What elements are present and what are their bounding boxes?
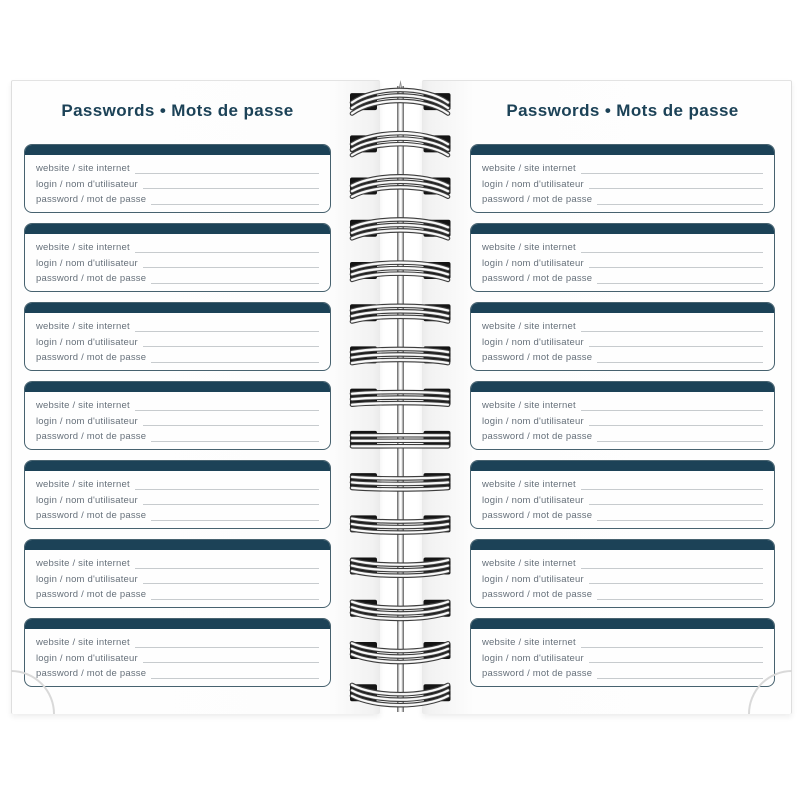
- field-label-password: password / mot de passe: [482, 194, 593, 205]
- field-row-login: [482, 493, 763, 509]
- field-write-line: [581, 252, 763, 253]
- field-rows: [471, 471, 774, 524]
- field-row-password: [482, 271, 763, 287]
- password-entry-block: [24, 539, 331, 608]
- block-header-bar: [471, 145, 774, 155]
- password-entry-block: [470, 302, 775, 371]
- password-entry-block: [24, 144, 331, 213]
- block-header-bar: [25, 224, 330, 234]
- field-label-login: login / nom d'utilisateur: [36, 336, 138, 348]
- block-header-bar: [25, 461, 330, 471]
- field-label-login: login / nom d'utilisateur: [36, 573, 138, 585]
- field-write-line: [135, 568, 319, 569]
- field-label-website: website / site internet: [482, 637, 576, 648]
- field-label-website: website / site internet: [36, 242, 130, 253]
- field-write-line: [597, 520, 763, 521]
- field-write-line: [581, 173, 763, 174]
- field-row-website: [482, 161, 763, 177]
- field-write-line: [135, 410, 319, 411]
- field-row-website: [36, 319, 319, 335]
- field-row-password: [482, 429, 763, 445]
- field-rows: [471, 155, 774, 208]
- field-label-password: password / mot de passe: [36, 273, 147, 284]
- field-label-login: login / nom d'utilisateur: [36, 494, 138, 506]
- field-write-line: [143, 188, 319, 189]
- field-row-password: [36, 587, 319, 603]
- field-rows: [25, 629, 330, 682]
- field-label-login: login / nom d'utilisateur: [482, 494, 584, 506]
- field-label-login: login / nom d'utilisateur: [482, 257, 584, 269]
- field-write-line: [589, 267, 763, 268]
- field-write-line: [143, 504, 319, 505]
- password-block-list: [24, 144, 331, 697]
- field-rows: [25, 155, 330, 208]
- field-label-login: login / nom d'utilisateur: [482, 415, 584, 427]
- field-label-password: password / mot de passe: [482, 352, 593, 363]
- field-write-line: [589, 662, 763, 663]
- field-row-password: [36, 192, 319, 208]
- page-title: Passwords • Mots de passe: [506, 101, 739, 120]
- field-row-login: [482, 335, 763, 351]
- block-header-bar: [471, 382, 774, 392]
- password-entry-block: [470, 460, 775, 529]
- field-label-password: password / mot de passe: [482, 668, 593, 679]
- field-rows: [25, 550, 330, 603]
- password-entry-block: [470, 223, 775, 292]
- field-label-password: password / mot de passe: [482, 431, 593, 442]
- field-write-line: [143, 425, 319, 426]
- field-row-website: [36, 635, 319, 651]
- field-write-line: [143, 662, 319, 663]
- field-row-login: [36, 572, 319, 588]
- field-row-website: [482, 319, 763, 335]
- field-row-password: [482, 508, 763, 524]
- field-write-line: [597, 204, 763, 205]
- field-write-line: [151, 362, 319, 363]
- field-row-password: [36, 508, 319, 524]
- field-write-line: [589, 188, 763, 189]
- field-rows: [25, 392, 330, 445]
- field-label-login: login / nom d'utilisateur: [36, 178, 138, 190]
- field-rows: [471, 313, 774, 366]
- block-header-bar: [25, 303, 330, 313]
- field-label-login: login / nom d'utilisateur: [482, 573, 584, 585]
- field-row-login: [36, 256, 319, 272]
- password-entry-block: [24, 223, 331, 292]
- field-rows: [471, 392, 774, 445]
- field-write-line: [135, 489, 319, 490]
- field-row-login: [36, 414, 319, 430]
- field-rows: [25, 471, 330, 524]
- field-label-website: website / site internet: [36, 321, 130, 332]
- field-rows: [25, 234, 330, 287]
- field-write-line: [151, 599, 319, 600]
- field-row-login: [482, 651, 763, 667]
- field-write-line: [589, 583, 763, 584]
- password-entry-block: [24, 302, 331, 371]
- field-label-website: website / site internet: [482, 321, 576, 332]
- field-write-line: [597, 283, 763, 284]
- field-row-website: [482, 556, 763, 572]
- field-label-password: password / mot de passe: [482, 510, 593, 521]
- field-label-website: website / site internet: [36, 400, 130, 411]
- field-row-website: [482, 398, 763, 414]
- field-write-line: [151, 520, 319, 521]
- left-page: [11, 80, 380, 714]
- field-row-website: [36, 477, 319, 493]
- field-label-website: website / site internet: [482, 400, 576, 411]
- page-title: Passwords • Mots de passe: [61, 101, 294, 120]
- field-rows: [471, 234, 774, 287]
- field-write-line: [151, 283, 319, 284]
- field-label-login: login / nom d'utilisateur: [482, 652, 584, 664]
- field-label-website: website / site internet: [36, 637, 130, 648]
- block-header-bar: [25, 540, 330, 550]
- field-row-website: [482, 635, 763, 651]
- field-row-password: [482, 666, 763, 682]
- field-write-line: [135, 173, 319, 174]
- field-write-line: [581, 568, 763, 569]
- field-write-line: [143, 346, 319, 347]
- field-write-line: [597, 441, 763, 442]
- field-rows: [25, 313, 330, 366]
- field-write-line: [151, 678, 319, 679]
- block-header-bar: [471, 540, 774, 550]
- field-label-password: password / mot de passe: [36, 510, 147, 521]
- field-row-password: [36, 429, 319, 445]
- field-label-password: password / mot de passe: [36, 352, 147, 363]
- password-entry-block: [470, 144, 775, 213]
- password-block-list: [470, 144, 775, 697]
- field-row-website: [36, 161, 319, 177]
- field-row-website: [36, 240, 319, 256]
- field-label-website: website / site internet: [36, 479, 130, 490]
- field-row-login: [36, 335, 319, 351]
- block-header-bar: [471, 619, 774, 629]
- field-write-line: [135, 252, 319, 253]
- field-row-password: [36, 666, 319, 682]
- field-label-website: website / site internet: [36, 558, 130, 569]
- right-page: [422, 80, 792, 714]
- field-write-line: [597, 362, 763, 363]
- spine-wire: [397, 80, 404, 712]
- field-write-line: [151, 204, 319, 205]
- field-write-line: [597, 599, 763, 600]
- field-row-login: [482, 414, 763, 430]
- field-label-password: password / mot de passe: [482, 273, 593, 284]
- field-write-line: [589, 346, 763, 347]
- field-row-password: [482, 350, 763, 366]
- block-header-bar: [25, 619, 330, 629]
- field-write-line: [135, 647, 319, 648]
- field-label-login: login / nom d'utilisateur: [36, 257, 138, 269]
- field-row-login: [482, 256, 763, 272]
- block-header-bar: [471, 303, 774, 313]
- field-row-login: [36, 177, 319, 193]
- field-write-line: [581, 410, 763, 411]
- field-label-password: password / mot de passe: [36, 431, 147, 442]
- field-row-password: [482, 587, 763, 603]
- field-rows: [471, 550, 774, 603]
- field-write-line: [581, 489, 763, 490]
- field-label-website: website / site internet: [482, 163, 576, 174]
- field-write-line: [135, 331, 319, 332]
- field-label-password: password / mot de passe: [482, 589, 593, 600]
- field-row-login: [36, 651, 319, 667]
- field-row-login: [36, 493, 319, 509]
- block-header-bar: [25, 145, 330, 155]
- password-entry-block: [24, 618, 331, 687]
- field-label-website: website / site internet: [482, 242, 576, 253]
- field-label-login: login / nom d'utilisateur: [36, 652, 138, 664]
- password-entry-block: [470, 539, 775, 608]
- field-rows: [471, 629, 774, 682]
- field-label-login: login / nom d'utilisateur: [36, 415, 138, 427]
- field-write-line: [581, 647, 763, 648]
- field-row-login: [482, 177, 763, 193]
- password-entry-block: [24, 381, 331, 450]
- field-label-website: website / site internet: [36, 163, 130, 174]
- field-row-password: [36, 350, 319, 366]
- block-header-bar: [471, 224, 774, 234]
- field-label-login: login / nom d'utilisateur: [482, 336, 584, 348]
- field-row-password: [36, 271, 319, 287]
- field-row-login: [482, 572, 763, 588]
- field-row-website: [36, 556, 319, 572]
- field-label-password: password / mot de passe: [36, 589, 147, 600]
- field-write-line: [143, 583, 319, 584]
- password-entry-block: [470, 381, 775, 450]
- field-write-line: [589, 425, 763, 426]
- field-row-website: [482, 240, 763, 256]
- field-write-line: [597, 678, 763, 679]
- field-label-login: login / nom d'utilisateur: [482, 178, 584, 190]
- field-row-website: [482, 477, 763, 493]
- field-write-line: [143, 267, 319, 268]
- field-row-password: [482, 192, 763, 208]
- block-header-bar: [471, 461, 774, 471]
- field-label-password: password / mot de passe: [36, 194, 147, 205]
- field-label-password: password / mot de passe: [36, 668, 147, 679]
- field-write-line: [581, 331, 763, 332]
- field-write-line: [589, 504, 763, 505]
- block-header-bar: [25, 382, 330, 392]
- field-write-line: [151, 441, 319, 442]
- field-label-website: website / site internet: [482, 479, 576, 490]
- password-entry-block: [24, 460, 331, 529]
- field-row-website: [36, 398, 319, 414]
- field-label-website: website / site internet: [482, 558, 576, 569]
- password-entry-block: [470, 618, 775, 687]
